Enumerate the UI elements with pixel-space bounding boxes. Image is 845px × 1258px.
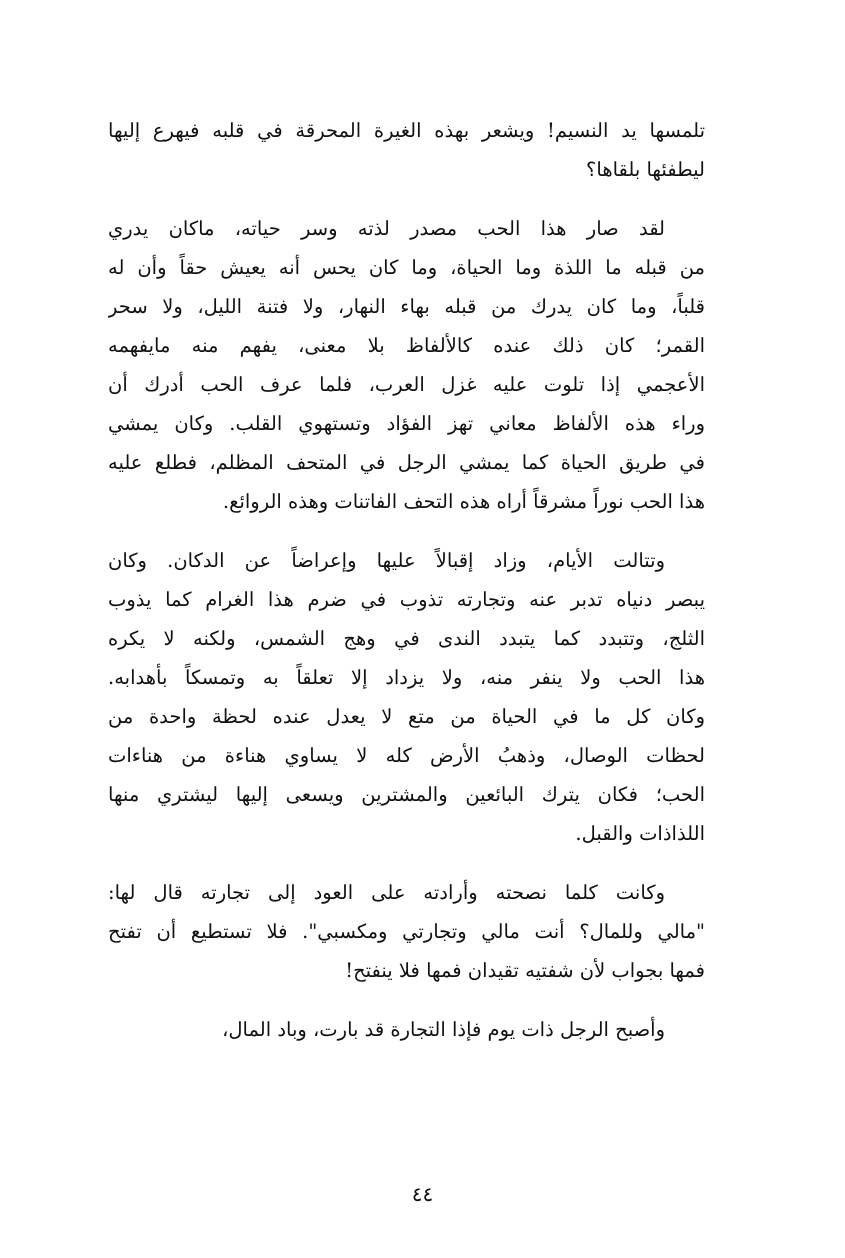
text-line: "مالي وللمال؟ أنت مالي وتجارتي ومكسبي". فلا تستطيع أن تفتح bbox=[108, 920, 705, 943]
text-line: لحظات الوصال، وذهبُ الأرض كله لا يساوي هناءة من هناءات bbox=[108, 744, 705, 767]
paragraph-2 bbox=[108, 209, 705, 521]
text-line: وتتالت الأيام، وزاد إقبالاً عليها وإعراضاً عن الدكان. وكان bbox=[108, 549, 665, 572]
page-number: ٤٤ bbox=[411, 1182, 434, 1206]
text-line: تلمسها يد النسيم! ويشعر بهذه الغيرة المحرقة في قلبه فيهرع إليها bbox=[108, 119, 705, 142]
body-text bbox=[108, 111, 705, 1069]
text-line: وراء هذه الألفاظ معاني تهز الفؤاد وتستهوي القلب. وكان يمشي bbox=[108, 412, 705, 435]
text-line: الثلج، وتتبدد كما يتبدد الندى في وهج الشمس، ولكنه لا يكره bbox=[108, 627, 705, 650]
text-line: الأعجمي إذا تلوت عليه غزل العرب، فلما عرف الحب أدرك أن bbox=[108, 373, 705, 396]
text-line: لقد صار هذا الحب مصدر لذته وسر حياته، ماكان يدري bbox=[108, 217, 665, 240]
text-line: وكانت كلما نصحته وأرادته على العود إلى تجارته قال لها: bbox=[108, 881, 665, 904]
paragraph-5 bbox=[108, 1010, 705, 1049]
text-line: فمها بجواب لأن شفتيه تقيدان فمها فلا ينفتح! bbox=[345, 959, 705, 982]
paragraph-3 bbox=[108, 541, 705, 853]
text-line: اللذاذات والقبل. bbox=[575, 822, 705, 845]
text-line: وأصبح الرجل ذات يوم فإذا التجارة قد بارت، وباد المال، bbox=[222, 1018, 665, 1041]
text-line: هذا الحب نوراً مشرقاً أراه هذه التحف الفاتنات وهذه الروائع. bbox=[222, 490, 705, 513]
text-line: هذا الحب ولا ينفر منه، ولا يزداد إلا تعلقاً به وتمسكاً بأهدابه. bbox=[108, 666, 705, 689]
paragraph-4 bbox=[108, 873, 705, 990]
text-line: الحب؛ فكان يترك البائعين والمشترين ويسعى إليها ليشتري منها bbox=[108, 783, 705, 806]
text-line: من قبله ما اللذة وما الحياة، وما كان يحس أنه يعيش حقاً وأن له bbox=[108, 256, 705, 279]
paragraph-1 bbox=[108, 111, 705, 189]
text-line: القمر؛ كان ذلك عنده كالألفاظ بلا معنى، يفهم منه مايفهمه bbox=[108, 334, 705, 357]
text-line: قلباً، وما كان يدرك من قبله بهاء النهار، ولا فتنة الليل، ولا سحر bbox=[108, 295, 705, 318]
text-line: ليطفئها بلقاها؟ bbox=[586, 158, 705, 181]
text-line: وكان كل ما في الحياة من متع لا يعدل عنده لحظة واحدة من bbox=[108, 705, 705, 728]
text-line: يبصر دنياه تدبر عنه وتجارته تذوب في ضرم هذا الغرام كما يذوب bbox=[108, 588, 705, 611]
text-line: في طريق الحياة كما يمشي الرجل في المتحف المظلم، فطلع عليه bbox=[108, 451, 705, 474]
